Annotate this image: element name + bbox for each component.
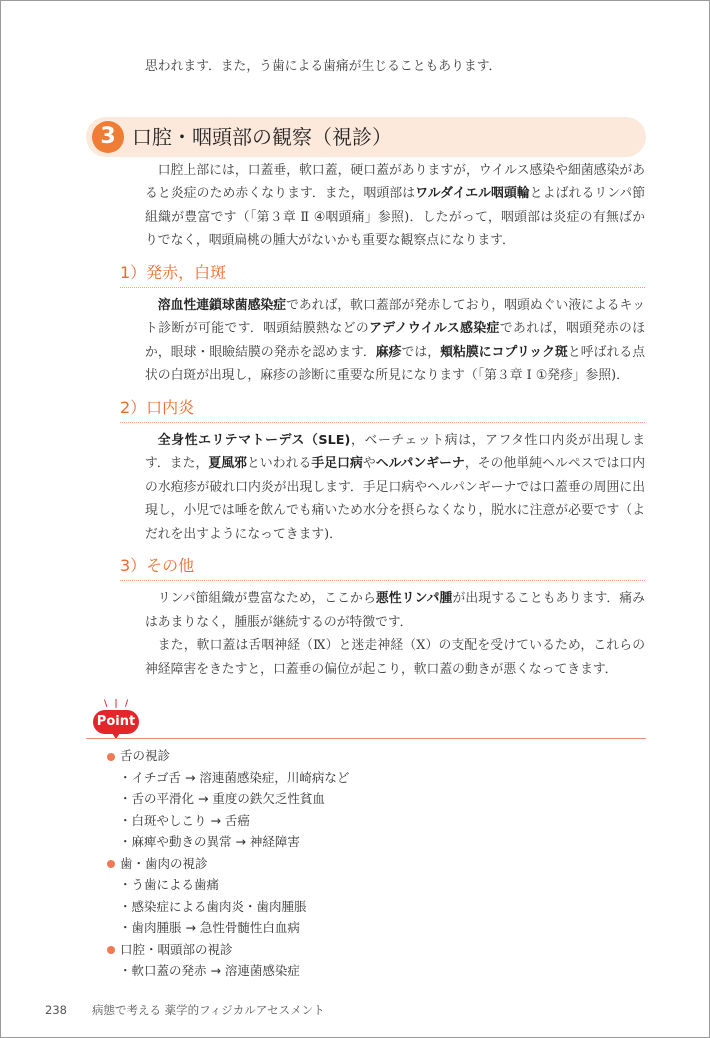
- bold-term: 手足口病: [311, 456, 363, 471]
- text-run: であれば，軟口蓋部が発赤しており，咽頭ぬぐい液によるキット診断が可能です．咽頭結膜熱などの: [145, 297, 646, 336]
- text-run: とよばれるリンパ節組織が豊富です（「第３章 Ⅱ ④咽頭痛」参照)．したがって，咽頭部は炎症の有無ばかりでなく，咽頭扁桃の腫大がないかも重要な観察点になります．: [145, 186, 646, 248]
- text-run: ，その他単純ヘルペスでは口内の水疱疹が破れ口内炎が出現します．手足口病やヘルパンギーナでは口蓋垂の周囲に出現し，小児では唾を飲んでも痛いため水分を摂らなくなり，脱水に注意が必要です（よだれを出すようになってきます)．: [145, 456, 646, 542]
- text-run: であれば，咽頭発赤のほか，眼球・眼瞼結膜の発赤を認めます．: [145, 321, 646, 360]
- point-group-title: [107, 853, 646, 875]
- bold-term: 夏風邪: [208, 456, 247, 471]
- point-divider: [86, 738, 646, 739]
- section-title: 口腔・咽頭部の観察（視診）: [132, 124, 392, 149]
- point-item: ・麻痺や動きの異常 → 神経障害: [119, 834, 300, 849]
- point-group-title: [107, 939, 646, 961]
- text-run: では，: [401, 344, 441, 360]
- bold-term: ヘルパンギーナ: [375, 456, 465, 471]
- text-run: 口腔上部には，口蓋垂，軟口蓋，硬口蓋がありますが，ウイルス感染や細菌感染があると炎症のため赤くなります．また，咽頭部は: [145, 162, 645, 201]
- text-run: また，軟口蓋は舌咽神経（Ⅸ）と迷走神経（Ⅹ）の支配を受けているため，これらの神経障害をきたすと，口蓋垂の偏位が起こり，軟口蓋の動きが悪くなってきます．: [145, 638, 645, 677]
- point-item: ・舌の平滑化 → 重度の鉄欠乏性貧血: [119, 791, 325, 806]
- subsection-heading-3: 3）その他: [120, 556, 645, 581]
- bold-term: アデノウイルス感染症: [369, 321, 500, 336]
- page-number: 238: [45, 1002, 67, 1017]
- top-paragraph: [145, 55, 645, 79]
- bold-term: ワルダイエル咽頭輪: [415, 186, 530, 201]
- bold-term: 麻疹: [375, 344, 402, 360]
- text-run: と呼ばれる点状の白斑が出現し，麻疹の診断に重要な所見になります（「第３章 Ⅰ ①発疹」参照)．: [145, 344, 645, 383]
- point-item: ・イチゴ舌 → 溶連菌感染症，川崎病など: [119, 769, 350, 785]
- bullet-dot-icon: [107, 860, 115, 868]
- point-group-title: [107, 745, 646, 767]
- point-list: [107, 745, 646, 982]
- point-item: ・う歯による歯痛: [119, 877, 220, 892]
- bold-term: 溶血性連鎖球菌感染症: [157, 297, 287, 313]
- subsection-3-paragraph-2: [145, 634, 645, 681]
- point-burst-icon: \ | /: [104, 699, 131, 709]
- point-badge: Point: [93, 710, 139, 734]
- bold-term: 全身性エリテマトーデス（SLE): [157, 432, 351, 448]
- intro-paragraph: [145, 159, 645, 253]
- bold-term: 頬粘膜にコプリック斑: [440, 344, 568, 360]
- text-run: といわれる: [246, 456, 312, 471]
- subsection-3-paragraph-1: [145, 587, 645, 634]
- group-title-text: 歯・歯肉の視診: [120, 855, 208, 871]
- text-run: が出現することもあります．痛みはあまりなく，腫脹が継続するのが特徴です．: [145, 591, 646, 630]
- book-title: 病態で考える 薬学的フィジカルアセスメント: [92, 1002, 325, 1017]
- bullet-dot-icon: [107, 753, 115, 761]
- section-number-badge: 3: [92, 121, 124, 153]
- point-item: ・感染症による歯肉炎・歯肉腫脹: [119, 898, 307, 914]
- point-item: ・歯肉腫脹 → 急性骨髄性白血病: [119, 920, 300, 935]
- subsection-2-paragraph: [145, 429, 645, 547]
- text-run: ，ベーチェット病は，アフタ性口内炎が出現します．また，: [145, 432, 645, 471]
- group-title-text: 口腔・咽頭部の視診: [120, 941, 233, 957]
- point-item: ・白斑やしこり → 舌癌: [119, 812, 250, 828]
- bullet-dot-icon: [107, 946, 115, 954]
- subsection-heading-1: 1）発赤，白斑: [120, 263, 645, 288]
- text-run: リンパ節組織が豊富なため，ここから: [157, 591, 376, 606]
- subsection-heading-2: 2）口内炎: [120, 398, 645, 423]
- bold-term: 悪性リンパ腫: [375, 591, 453, 606]
- subsection-1-paragraph: [145, 294, 645, 388]
- point-header: [86, 699, 646, 739]
- point-item: ・軟口蓋の発赤 → 溶連菌感染症: [119, 963, 300, 978]
- text-run: 思われます．また，う歯による歯痛が生じることもあります．: [145, 59, 502, 74]
- group-title-text: 舌の視診: [120, 748, 171, 763]
- text-run: や: [362, 456, 376, 471]
- section-heading-bar: [86, 117, 646, 157]
